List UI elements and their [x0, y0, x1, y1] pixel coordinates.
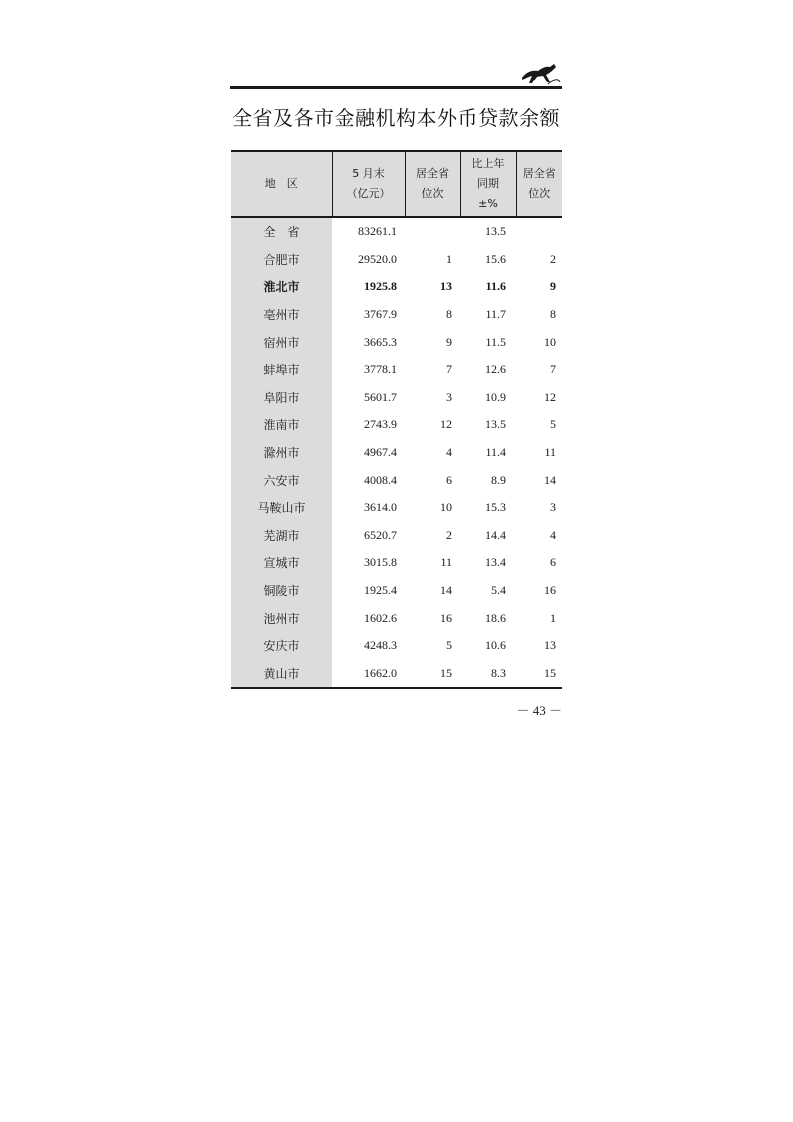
- region-cell: 蚌埠市: [231, 356, 332, 384]
- yoy-rank-cell: 10: [544, 334, 556, 349]
- rank-cell: 10: [440, 500, 452, 515]
- loan-cell: 4248.3: [364, 638, 397, 653]
- yoy-rank-cell: 1: [550, 610, 556, 625]
- header-region: 地 区: [231, 151, 332, 217]
- yoy-rank-cell: 7: [550, 362, 556, 377]
- yoy-cell: 8.3: [460, 660, 516, 689]
- region-cell: 淮北市: [231, 273, 332, 301]
- region-cell: 滁州市: [231, 439, 332, 467]
- yoy-rank-cell: 3: [550, 500, 556, 515]
- rank-cell: 1: [446, 251, 452, 266]
- yoy-rank-cell: 14: [544, 472, 556, 487]
- yoy-rank-cell: 8: [550, 307, 556, 322]
- rank-cell: 11: [440, 555, 452, 570]
- table-header-row: [231, 151, 562, 217]
- table-row: [231, 411, 562, 439]
- rank-cell: 13: [440, 279, 452, 294]
- rank-cell: 16: [440, 610, 452, 625]
- yoy-rank-cell: 13: [544, 638, 556, 653]
- table-row: [231, 356, 562, 384]
- loan-cell: 83261.1: [358, 224, 397, 239]
- region-cell: 宿州市: [231, 328, 332, 356]
- rank-cell: 7: [446, 362, 452, 377]
- loan-cell: 1662.0: [332, 660, 405, 689]
- table-row: [231, 577, 562, 605]
- region-cell: 六安市: [231, 466, 332, 494]
- yoy-rank-cell: 6: [550, 555, 556, 570]
- yoy-rank-cell: 4: [550, 527, 556, 542]
- rank-cell: 6: [446, 472, 452, 487]
- header-yoy: 比上年 同期 ±%: [460, 151, 516, 217]
- yoy-rank-cell: 2: [550, 251, 556, 266]
- page-number: － 43 －: [516, 703, 562, 718]
- region-cell: 池州市: [231, 604, 332, 632]
- yoy-cell: 13.5: [485, 417, 506, 432]
- region-cell: 芜湖市: [231, 522, 332, 550]
- region-cell: 合肥市: [231, 246, 332, 274]
- page-title: 全省及各市金融机构本外币贷款余额: [232, 106, 560, 130]
- region-cell: 亳州市: [231, 301, 332, 329]
- yoy-cell: 13.5: [485, 224, 506, 239]
- region-cell: 宣城市: [231, 549, 332, 577]
- loan-cell: 4008.4: [364, 472, 397, 487]
- rank-cell: 4: [446, 445, 452, 460]
- loan-balance-table: [231, 150, 562, 689]
- yoy-cell: 8.9: [491, 472, 506, 487]
- yoy-cell: 18.6: [485, 610, 506, 625]
- region-cell: 安庆市: [231, 632, 332, 660]
- yoy-cell: 11.5: [485, 334, 506, 349]
- table-row: [231, 632, 562, 660]
- header-rule: [230, 86, 562, 89]
- table-row: [231, 466, 562, 494]
- table-row: [231, 246, 562, 274]
- yoy-cell: 15.6: [485, 251, 506, 266]
- yoy-cell: 14.4: [485, 527, 506, 542]
- header-loan: 5 月末 （亿元）: [332, 151, 405, 217]
- loan-cell: 3015.8: [364, 555, 397, 570]
- yoy-rank-cell: 12: [544, 389, 556, 404]
- rank-cell: 14: [440, 583, 452, 598]
- rank-cell: 2: [446, 527, 452, 542]
- rank-cell: 12: [440, 417, 452, 432]
- yoy-cell: 11.6: [485, 279, 506, 294]
- region-cell: 淮南市: [231, 411, 332, 439]
- rank-cell: 9: [446, 334, 452, 349]
- loan-cell: 1925.8: [364, 279, 397, 294]
- loan-cell: 29520.0: [358, 251, 397, 266]
- loan-cell: 1925.4: [364, 583, 397, 598]
- yoy-rank-cell: 5: [550, 417, 556, 432]
- yoy-cell: 10.6: [485, 638, 506, 653]
- loan-cell: 4967.4: [364, 445, 397, 460]
- table-row: [231, 217, 562, 246]
- region-cell: 黄山市: [231, 660, 332, 689]
- loan-cell: 3767.9: [364, 307, 397, 322]
- table-row: [231, 494, 562, 522]
- loan-cell: 5601.7: [364, 389, 397, 404]
- loan-cell: 1602.6: [364, 610, 397, 625]
- rank-cell: [405, 217, 460, 246]
- loan-cell: 3778.1: [364, 362, 397, 377]
- loan-cell: 2743.9: [364, 417, 397, 432]
- header-rank: 居全省 位次: [405, 151, 460, 217]
- yoy-cell: 11.4: [485, 445, 506, 460]
- table-row: [231, 439, 562, 467]
- yoy-cell: 10.9: [485, 389, 506, 404]
- yoy-cell: 15.3: [485, 500, 506, 515]
- yoy-rank-cell: 11: [544, 445, 556, 460]
- loan-cell: 3665.3: [364, 334, 397, 349]
- yoy-rank-cell: 9: [550, 279, 556, 294]
- yoy-rank-cell: 15: [516, 660, 562, 689]
- rank-cell: 5: [446, 638, 452, 653]
- yoy-rank-cell: 16: [544, 583, 556, 598]
- table-row: [231, 660, 562, 689]
- rank-cell: 8: [446, 307, 452, 322]
- rank-cell: 3: [446, 389, 452, 404]
- region-cell: 全 省: [231, 217, 332, 246]
- loan-cell: 3614.0: [364, 500, 397, 515]
- yoy-cell: 13.4: [485, 555, 506, 570]
- table-row: [231, 522, 562, 550]
- region-cell: 马鞍山市: [231, 494, 332, 522]
- yoy-cell: 12.6: [485, 362, 506, 377]
- header-yoy-rank: 居全省 位次: [516, 151, 562, 217]
- table-row: [231, 301, 562, 329]
- table-row: [231, 384, 562, 412]
- yoy-cell: 5.4: [491, 583, 506, 598]
- yoy-cell: 11.7: [485, 307, 506, 322]
- galloping-horse-logo-icon: [518, 58, 562, 86]
- table-row: [231, 328, 562, 356]
- loan-cell: 6520.7: [364, 527, 397, 542]
- table-row: [231, 549, 562, 577]
- region-cell: 铜陵市: [231, 577, 332, 605]
- rank-cell: 15: [405, 660, 460, 689]
- region-cell: 阜阳市: [231, 384, 332, 412]
- table-row-highlighted: [231, 273, 562, 301]
- table-row: [231, 604, 562, 632]
- yoy-rank-cell: [516, 217, 562, 246]
